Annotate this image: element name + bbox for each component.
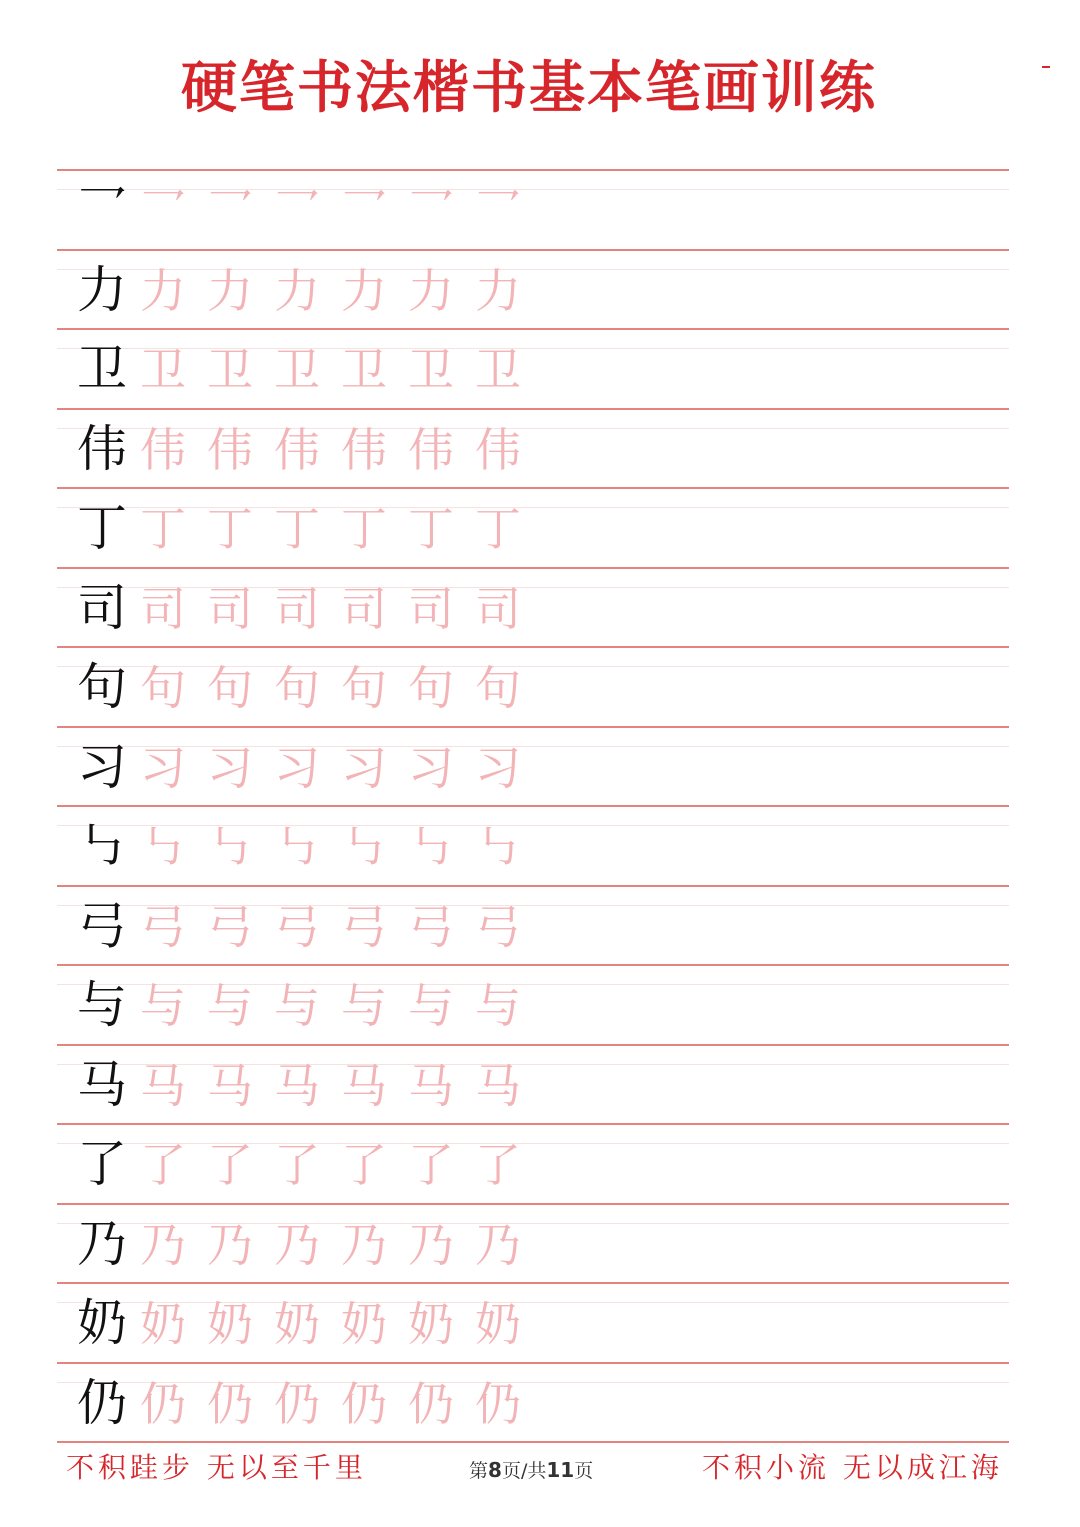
model-character: 乛: [77, 181, 127, 239]
guide-line: [57, 666, 1009, 667]
trace-character: 伟: [475, 422, 521, 477]
page-middle: 页/共: [501, 1460, 547, 1482]
model-character: 司: [77, 578, 127, 637]
trace-character: 力: [274, 263, 320, 318]
trace-character: 习: [408, 740, 454, 795]
model-character: 丁: [77, 499, 127, 557]
trace-character: 奶: [408, 1297, 454, 1351]
trace-character: 司: [408, 581, 454, 636]
practice-row: [57, 171, 1009, 251]
model-character: 乃: [77, 1214, 127, 1273]
practice-row: [57, 251, 1009, 331]
trace-character: 仍: [140, 1376, 186, 1431]
trace-character: 了: [140, 1138, 186, 1192]
footer-left-motto: 不积跬步 无以至千里: [66, 1451, 367, 1484]
guide-line: [57, 189, 1009, 190]
trace-character: 乃: [140, 1217, 186, 1272]
trace-character: 句: [408, 661, 454, 715]
trace-character: 力: [475, 263, 521, 318]
model-character: 力: [77, 260, 127, 319]
practice-row: [57, 489, 1009, 569]
page-total: 11: [546, 1458, 575, 1482]
model-character: 句: [77, 658, 127, 716]
trace-character: 习: [475, 740, 521, 795]
trace-character: 句: [341, 661, 387, 715]
trace-character: 卫: [207, 343, 253, 397]
trace-character: 丁: [274, 502, 320, 556]
trace-character: 句: [274, 661, 320, 715]
trace-character: 与: [274, 979, 320, 1033]
trace-character: 乛: [140, 184, 186, 238]
trace-character: 丁: [408, 502, 454, 556]
trace-character: 奶: [341, 1297, 387, 1351]
trace-character: 与: [140, 979, 186, 1033]
guide-line: [57, 507, 1009, 508]
trace-character: 乃: [274, 1217, 320, 1272]
trace-character: ㇉: [475, 820, 521, 874]
trace-character: 乃: [408, 1217, 454, 1272]
model-character: 伟: [77, 419, 127, 478]
guide-line: [57, 825, 1009, 826]
guide-line: [57, 348, 1009, 349]
model-character: 了: [77, 1135, 127, 1193]
trace-character: 力: [140, 263, 186, 318]
trace-character: 了: [475, 1138, 521, 1192]
practice-rows: [57, 171, 1009, 1443]
trace-character: 丁: [140, 502, 186, 556]
model-character: ㇉: [77, 817, 127, 875]
trace-character: 与: [207, 979, 253, 1033]
trace-character: 乛: [274, 184, 320, 238]
practice-row: [57, 1125, 1009, 1205]
practice-row: [57, 1046, 1009, 1126]
model-character: 卫: [77, 340, 127, 398]
guide-line: [57, 746, 1009, 747]
page-current: 8: [488, 1458, 502, 1482]
trace-character: 卫: [140, 343, 186, 397]
trace-character: 奶: [140, 1297, 186, 1351]
trace-character: 力: [408, 263, 454, 318]
trace-character: 习: [207, 740, 253, 795]
practice-row: [57, 807, 1009, 887]
trace-character: 奶: [274, 1297, 320, 1351]
practice-row: [57, 1205, 1009, 1285]
trace-character: 乃: [341, 1217, 387, 1272]
trace-character: 乃: [475, 1217, 521, 1272]
guide-line: [57, 1302, 1009, 1303]
trace-character: 仍: [475, 1376, 521, 1431]
practice-row: [57, 887, 1009, 967]
trace-character: 马: [274, 1058, 320, 1113]
guide-line: [57, 587, 1009, 588]
trace-character: ㇉: [274, 820, 320, 874]
trace-character: 马: [475, 1058, 521, 1113]
trace-character: 乃: [207, 1217, 253, 1272]
trace-character: 弓: [341, 899, 387, 954]
trace-character: 丁: [475, 502, 521, 556]
trace-character: 习: [341, 740, 387, 795]
trace-character: 马: [140, 1058, 186, 1113]
footer-right-motto: 不积小流 无以成江海: [702, 1451, 1003, 1484]
trace-character: 弓: [408, 899, 454, 954]
trace-character: 句: [140, 661, 186, 715]
trace-character: 司: [341, 581, 387, 636]
trace-character: 司: [140, 581, 186, 636]
practice-row: [57, 330, 1009, 410]
practice-row: [57, 569, 1009, 649]
trace-character: 马: [341, 1058, 387, 1113]
practice-row: [57, 410, 1009, 490]
guide-line: [57, 984, 1009, 985]
trace-character: 乛: [207, 184, 253, 238]
practice-row: [57, 728, 1009, 808]
trace-character: ㇉: [140, 820, 186, 874]
model-character: 弓: [77, 896, 127, 955]
guide-line: [57, 1223, 1009, 1224]
page-number: [469, 1456, 593, 1484]
trace-character: 卫: [408, 343, 454, 397]
practice-row: [57, 1364, 1009, 1444]
guide-line: [57, 1143, 1009, 1144]
guide-line: [57, 1382, 1009, 1383]
page-title: 硬笔书法楷书基本笔画训练: [181, 55, 877, 121]
page-suffix: 页: [574, 1460, 594, 1482]
trace-character: ㇉: [408, 820, 454, 874]
trace-character: 力: [341, 263, 387, 318]
trace-character: 了: [408, 1138, 454, 1192]
trace-character: ㇉: [341, 820, 387, 874]
trace-character: 弓: [475, 899, 521, 954]
trace-character: 句: [207, 661, 253, 715]
model-character: 奶: [77, 1294, 127, 1352]
guide-line: [57, 1064, 1009, 1065]
trace-character: 仍: [207, 1376, 253, 1431]
trace-character: 句: [475, 661, 521, 715]
trace-character: 丁: [207, 502, 253, 556]
trace-character: 卫: [274, 343, 320, 397]
trace-character: 司: [475, 581, 521, 636]
trace-character: 司: [274, 581, 320, 636]
page-prefix: 第: [469, 1460, 489, 1482]
trace-character: 仍: [408, 1376, 454, 1431]
model-character: 习: [77, 737, 127, 796]
model-character: 与: [77, 976, 127, 1034]
trace-character: 司: [207, 581, 253, 636]
trace-character: 弓: [207, 899, 253, 954]
trace-character: 与: [408, 979, 454, 1033]
trace-character: 伟: [341, 422, 387, 477]
practice-row: [57, 966, 1009, 1046]
trace-character: 奶: [475, 1297, 521, 1351]
trace-character: 伟: [408, 422, 454, 477]
trace-character: 马: [207, 1058, 253, 1113]
trace-character: 仍: [274, 1376, 320, 1431]
trace-character: 乛: [341, 184, 387, 238]
trace-character: 弓: [140, 899, 186, 954]
trace-character: 伟: [274, 422, 320, 477]
trace-character: 丁: [341, 502, 387, 556]
practice-row: [57, 648, 1009, 728]
trace-character: 仍: [341, 1376, 387, 1431]
guide-line: [57, 428, 1009, 429]
corner-mark: [1042, 66, 1050, 68]
practice-grid: [57, 169, 1009, 1443]
guide-line: [57, 905, 1009, 906]
practice-row: [57, 1284, 1009, 1364]
trace-character: 伟: [207, 422, 253, 477]
trace-character: 卫: [341, 343, 387, 397]
trace-character: 奶: [207, 1297, 253, 1351]
trace-character: 乛: [475, 184, 521, 238]
trace-character: 乛: [408, 184, 454, 238]
trace-character: 弓: [274, 899, 320, 954]
trace-character: 力: [207, 263, 253, 318]
trace-character: 了: [341, 1138, 387, 1192]
guide-line: [57, 269, 1009, 270]
trace-character: 与: [341, 979, 387, 1033]
trace-character: 了: [207, 1138, 253, 1192]
trace-character: 了: [274, 1138, 320, 1192]
trace-character: 马: [408, 1058, 454, 1113]
model-character: 马: [77, 1055, 127, 1114]
trace-character: 习: [274, 740, 320, 795]
trace-character: 习: [140, 740, 186, 795]
trace-character: 伟: [140, 422, 186, 477]
trace-character: 与: [475, 979, 521, 1033]
model-character: 仍: [77, 1373, 127, 1432]
trace-character: ㇉: [207, 820, 253, 874]
trace-character: 卫: [475, 343, 521, 397]
